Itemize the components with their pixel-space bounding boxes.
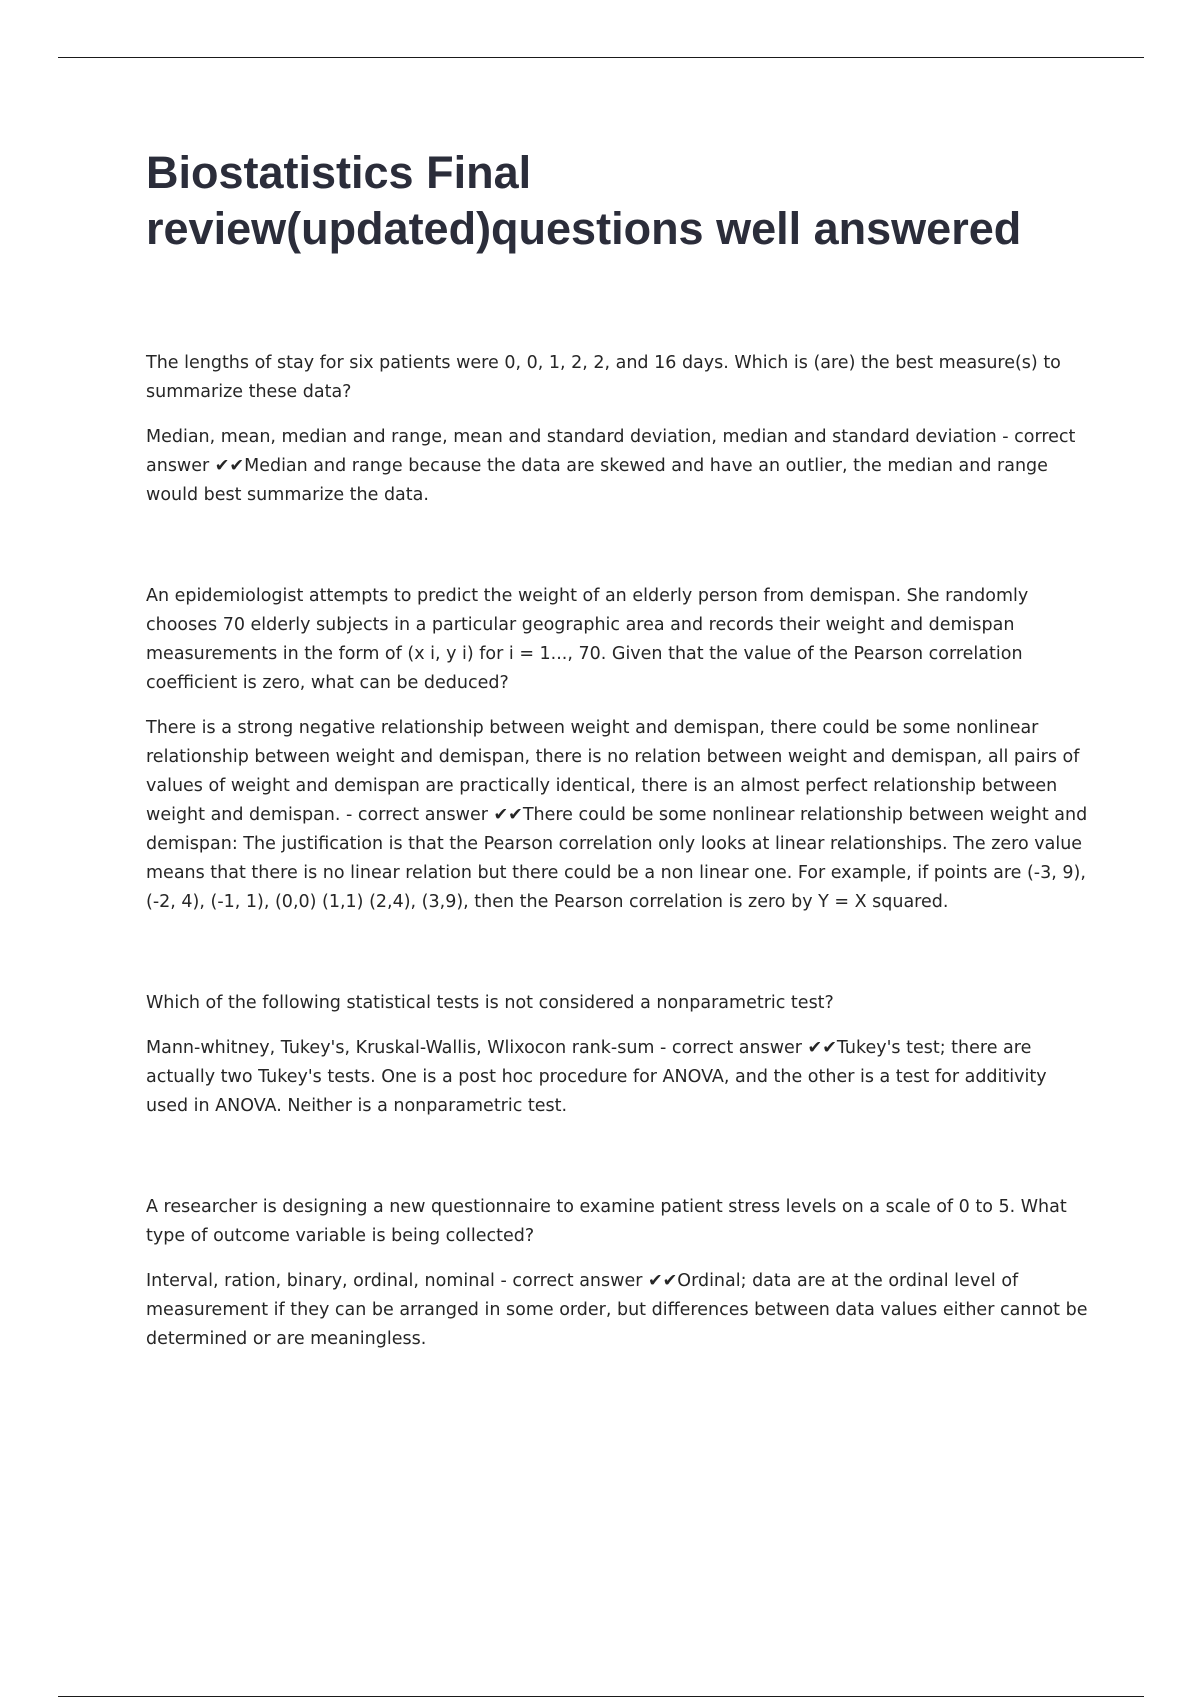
answer-text: Mann-whitney, Tukey's, Kruskal-Wallis, Wlixocon rank-sum - correct answer ✔✔Tukey's test; there are actually two Tukey's tests. One is a post hoc procedure for ANOVA, and the other is a test for additivity used in ANOVA. Neither is a nonparametric test. bbox=[146, 1038, 1047, 1116]
qa-item bbox=[146, 349, 1094, 510]
qa-list bbox=[146, 349, 1094, 1354]
bottom-rule bbox=[58, 1696, 1144, 1697]
answer-text: Median, mean, median and range, mean and standard deviation, median and standard deviation - correct answer ✔✔Median and range because the data are skewed and have an outlier, the median and range would best summarize the data. bbox=[146, 427, 1076, 505]
answer-text: Interval, ration, binary, ordinal, nominal - correct answer ✔✔Ordinal; data are at the ordinal level of measurement if they can be arranged in some order, but differences between data values either cannot be determined or are meaningless. bbox=[146, 1271, 1088, 1349]
qa-item bbox=[146, 582, 1094, 917]
question-text: A researcher is designing a new questionnaire to examine patient stress levels on a scale of 0 to 5. What type of outcome variable is being collected? bbox=[146, 1197, 1067, 1246]
answer-text: There is a strong negative relationship between weight and demispan, there could be some nonlinear relationship between weight and demispan, there is no relation between weight and demispan, all pairs of values of weight and demispan are practically identical, there is an almost perfect relationship between weight and demispan. - correct answer ✔✔There could be some nonlinear relationship between weight and demispan: The justification is that the Pearson correlation only looks at linear relationships. The zero value means that there is no linear relation but there could be a non linear one. For example, if points are (-3, 9), (-2, 4), (-1, 1), (0,0) (1,1) (2,4), (3,9), then the Pearson correlation is zero by Y = X squared. bbox=[146, 718, 1088, 912]
qa-item bbox=[146, 989, 1094, 1121]
qa-item bbox=[146, 1193, 1094, 1354]
document-title: Biostatistics Final review(updated)questions well answered bbox=[146, 147, 1022, 254]
question-text: The lengths of stay for six patients were 0, 0, 1, 2, 2, and 16 days. Which is (are) the best measure(s) to summarize these data? bbox=[146, 353, 1061, 402]
question-text: Which of the following statistical tests is not considered a nonparametric test? bbox=[146, 993, 834, 1013]
question-text: An epidemiologist attempts to predict the weight of an elderly person from demispan. She randomly chooses 70 elderly subjects in a particular geographic area and records their weight and demispan measurements in the form of (x i, y i) for i = 1..., 70. Given that the value of the Pearson correlation coefficient is zero, what can be deduced? bbox=[146, 586, 1029, 693]
document-body bbox=[146, 145, 1094, 1426]
top-rule bbox=[58, 57, 1144, 58]
